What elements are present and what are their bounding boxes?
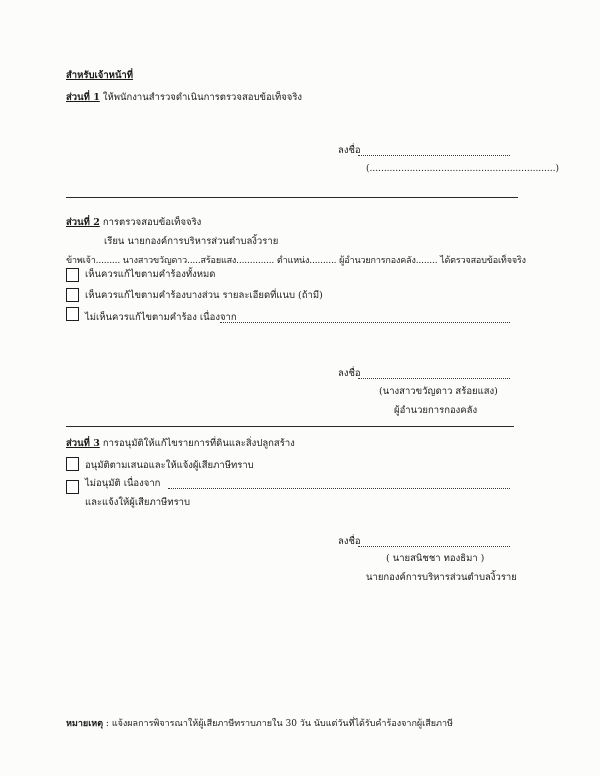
footer-note-label: หมายเหตุ	[66, 719, 104, 729]
sign1-paren-line[interactable]: (.................................................................)	[366, 164, 559, 174]
part3-option1-label: อนุมัติตามเสนอและให้แจ้งผู้เสียภาษีทราบ	[85, 460, 254, 471]
part3-option2-label: ไม่อนุมัติ เนื่องจาก	[85, 478, 161, 489]
part2-statement: ข้าพเจ้า......... นางสาวขวัญดาว.....สร้อยแสง.............. ตำแหน่ง.......... ผู้อำนวยการกองคลัง........ ได้ตรวจสอบข้อเท็จจริง	[66, 256, 526, 266]
part2-option3-checkbox[interactable]	[66, 307, 79, 321]
part2-option3-label: ไม่เห็นควรแก้ไขตามคำร้อง เนื่องจาก	[85, 312, 237, 323]
part3-label: ส่วนที่ 3	[66, 438, 100, 449]
part2-option2-label: เห็นควรแก้ไขตามคำร้องบางส่วน รายละเอียดที่แนบ (ถ้ามี)	[85, 290, 323, 301]
officer-heading: สำหรับเจ้าหน้าที่	[66, 70, 134, 81]
part2-label: ส่วนที่ 2	[66, 217, 100, 228]
sign1-label: ลงชื่อ	[338, 145, 361, 156]
section-divider-2	[66, 426, 514, 427]
part2-signer-name: (นางสาวขวัญดาว สร้อยแสง)	[379, 386, 498, 397]
part2-reason-line[interactable]	[220, 312, 510, 323]
section-divider-1	[66, 197, 518, 198]
part1-text: ให้พนักงานสำรวจดำเนินการตรวจสอบข้อเท็จจริง	[102, 92, 303, 103]
part2-option1-label: เห็นควรแก้ไขตามคำร้องทั้งหมด	[85, 269, 216, 280]
part3-sign-label: ลงชื่อ	[338, 536, 361, 547]
part3-title: การอนุมัติให้แก้ไขรายการที่ดินและสิ่งปลูกสร้าง	[102, 438, 295, 449]
part1-heading	[66, 92, 302, 104]
footer-note	[66, 718, 453, 730]
part3-notify: และแจ้งให้ผู้เสียภาษีทราบ	[85, 497, 191, 508]
part2-sign-line[interactable]	[358, 368, 510, 379]
part2-signer-title: ผู้อำนวยการกองคลัง	[394, 405, 478, 416]
part2-option1-checkbox[interactable]	[66, 268, 79, 282]
part2-dear: เรียน นายกองค์การบริหารส่วนตำบลงิ้วราย	[104, 236, 279, 247]
part1-label: ส่วนที่ 1	[66, 92, 100, 103]
part3-option2-checkbox[interactable]	[66, 480, 79, 494]
part2-title: การตรวจสอบข้อเท็จจริง	[102, 217, 202, 228]
sign1-line[interactable]	[358, 145, 510, 156]
part2-option2-checkbox[interactable]	[66, 288, 79, 302]
footer-note-text: : แจ้งผลการพิจารณาให้ผู้เสียภาษีทราบภายใน 30 วัน นับแต่วันที่ได้รับคำร้องจากผู้เสียภาษี	[105, 719, 453, 729]
part3-heading	[66, 438, 295, 450]
part3-signer-name: ( นายสนิชชา ทองธิมา )	[386, 553, 485, 564]
part3-reason-line[interactable]	[168, 478, 510, 489]
part3-sign-line[interactable]	[358, 536, 510, 547]
part2-sign-label: ลงชื่อ	[338, 368, 361, 379]
part3-signer-title: นายกองค์การบริหารส่วนตำบลงิ้วราย	[366, 572, 517, 583]
part3-option1-checkbox[interactable]	[66, 457, 79, 471]
part2-heading	[66, 217, 201, 229]
